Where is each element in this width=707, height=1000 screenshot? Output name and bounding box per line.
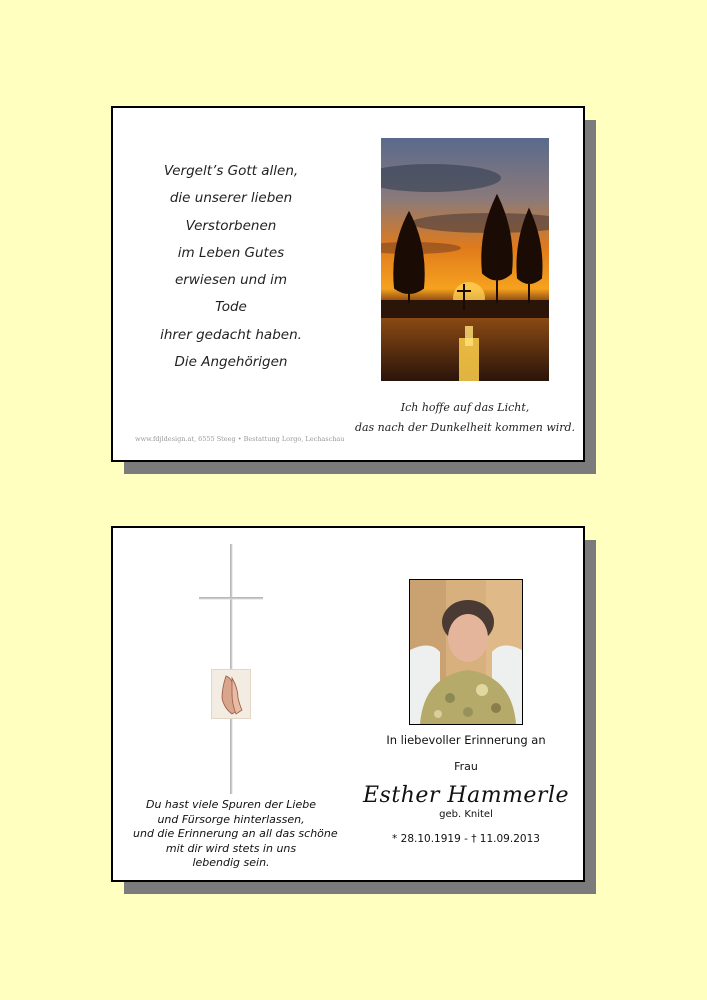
memorial-poem [133, 798, 338, 871]
hope-quote [345, 398, 585, 438]
maiden-name: geb. Knitel [439, 809, 493, 820]
verse-line: Die Angehörigen [174, 354, 288, 371]
verse-line: Vergelt’s Gott allen, [163, 163, 299, 179]
verse-line: Verstorbenen [185, 217, 277, 234]
poem-line: Du hast viele Spuren der Liebe [145, 798, 316, 811]
credits-text: www.fdjldesign.at, 6555 Steeg • Bestattung Lorgo, Lechaschau [135, 435, 345, 443]
quote-line: Ich hoffe auf das Licht, [400, 401, 530, 414]
life-dates: * 28.10.1919 - † 11.09.2013 [392, 833, 540, 845]
verse-line: ihrer gedacht haben. [160, 326, 302, 343]
deceased-name: Esther Hammerle [363, 783, 570, 808]
sunset-cross-image [381, 138, 549, 381]
memorial-card-front [111, 106, 585, 462]
thank-you-verse [151, 158, 311, 376]
poem-line: mit dir wird stets in uns [165, 841, 297, 855]
verse-line: im Leben Gutes [177, 244, 285, 261]
memory-heading: In liebevoller Erinnerung an [386, 733, 546, 747]
verse-line: erwiesen und im [174, 272, 287, 289]
honorific: Frau [454, 760, 478, 773]
poem-line: und die Erinnerung an all das schöne [133, 827, 338, 841]
verse-line: die unserer lieben [169, 190, 293, 207]
poem-line: lebendig sein. [192, 856, 270, 870]
portrait-photo [409, 579, 523, 725]
praying-hands-icon [211, 669, 251, 719]
verse-line: Tode [215, 299, 247, 316]
quote-line: das nach der Dunkelheit kommen wird. [354, 421, 576, 434]
memorial-card-back [111, 526, 585, 882]
poem-line: und Fürsorge hinterlassen, [157, 812, 305, 826]
